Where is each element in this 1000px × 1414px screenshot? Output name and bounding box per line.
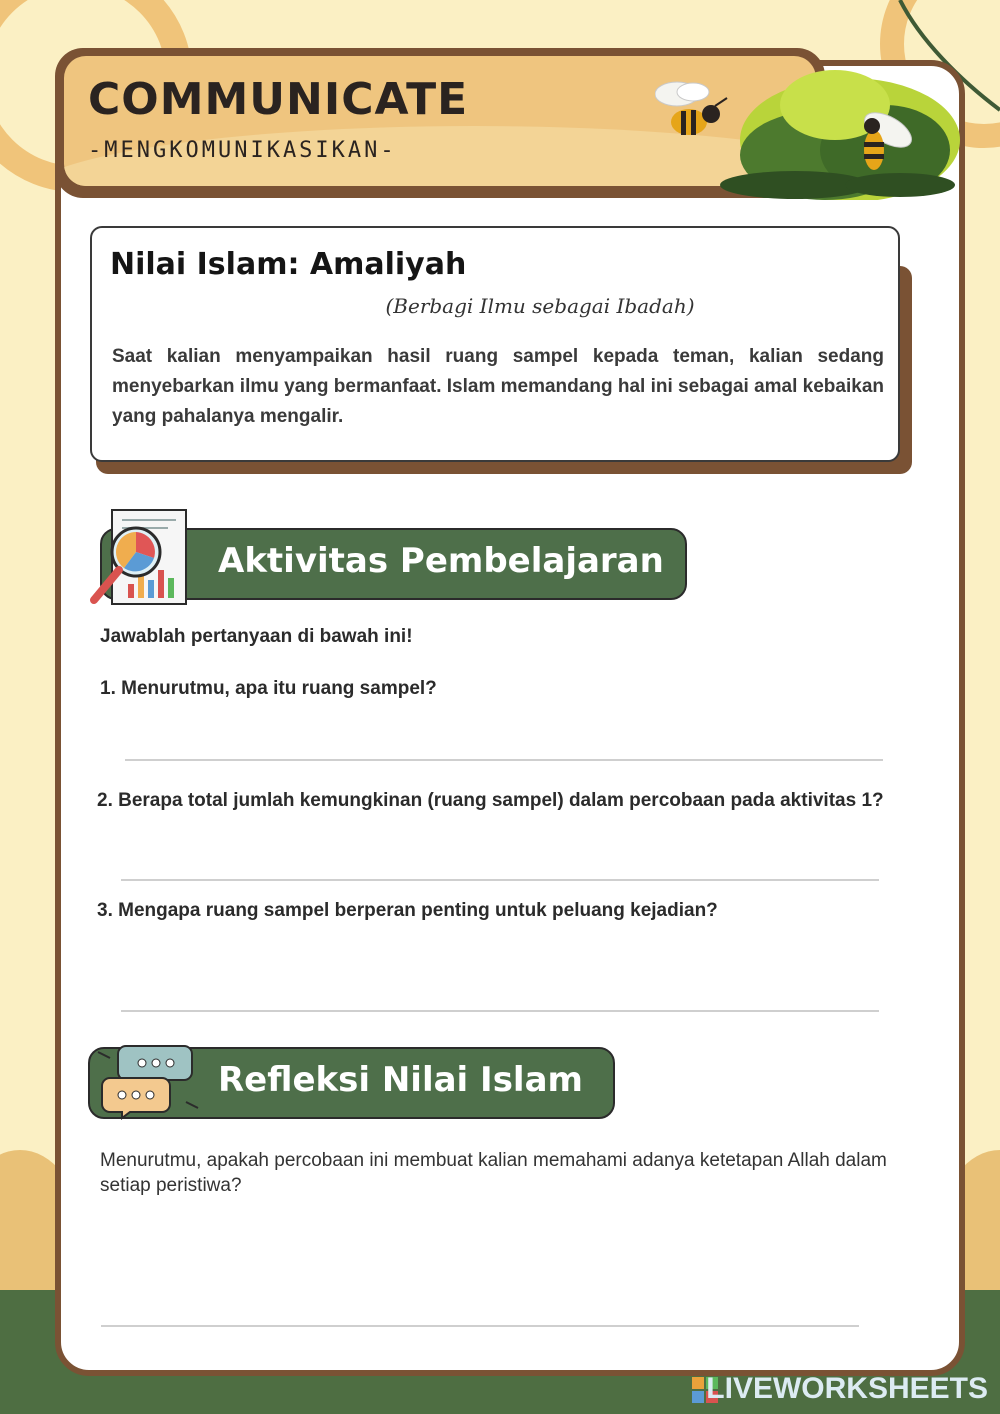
bush-illustration (715, 45, 960, 200)
liveworksheets-brand[interactable]: LIVEWORKSHEETS (706, 1372, 988, 1405)
answer-line-2[interactable] (121, 879, 879, 881)
chat-bubbles-icon (96, 1040, 200, 1120)
info-subtitle: (Berbagi Ilmu sebagai Ibadah) (385, 294, 695, 318)
activity-instruction: Jawablah pertanyaan di bawah ini! (100, 626, 413, 647)
info-body: Saat kalian menyampaikan hasil ruang sampel kepada teman, kalian sedang menyebarkan ilmu yang bermanfaat. Islam memandang hal ini sebagai amal kebaikan yang pahalanya mengalir. (112, 346, 884, 427)
answer-line-3[interactable] (121, 1010, 879, 1012)
reflection-answer-line[interactable] (101, 1325, 859, 1327)
bee-icon (848, 100, 918, 180)
question-2: 2. Berapa total jumlah kemungkinan (ruang sampel) dalam percobaan pada aktivitas 1? (97, 790, 884, 811)
info-box (90, 226, 900, 462)
reflection-heading: Refleksi Nilai Islam (218, 1060, 583, 1100)
page-subtitle: -MENGKOMUNIKASIKAN- (88, 138, 397, 163)
report-magnifier-icon (88, 508, 192, 608)
answer-line-1[interactable] (125, 759, 883, 761)
question-3: 3. Mengapa ruang sampel berperan penting untuk peluang kejadian? (97, 900, 718, 921)
bee-icon (655, 74, 735, 146)
info-title: Nilai Islam: Amaliyah (110, 247, 467, 282)
question-1: 1. Menurutmu, apa itu ruang sampel? (100, 678, 437, 699)
reflection-question: Menurutmu, apakah percobaan ini membuat kalian memahami adanya ketetapan Allah dalam setiap peristiwa? (100, 1150, 887, 1196)
activity-heading: Aktivitas Pembelajaran (218, 541, 664, 581)
page-title: COMMUNICATE (88, 74, 469, 125)
